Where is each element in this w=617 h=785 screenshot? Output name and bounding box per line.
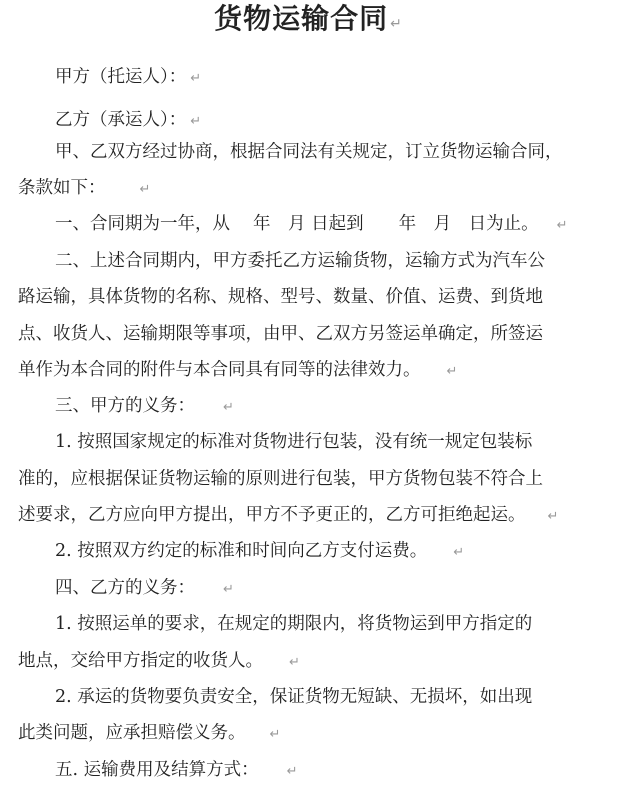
paragraph-mark-icon: ↵: [289, 655, 300, 670]
clause-3-item-2: [55, 540, 464, 564]
paragraph-mark-icon: ↵: [190, 114, 202, 129]
clause-2-line-1: [55, 250, 545, 272]
title-text: 货物运输合同: [214, 2, 389, 35]
line-text: 2. 按照双方约定的标准和时间向乙方支付运费。: [55, 541, 428, 561]
clause-3-item-1-line-2: [18, 468, 543, 490]
clause-4-heading: [55, 577, 234, 601]
paragraph-mark-icon: ↵: [190, 71, 202, 86]
party-b-line: [55, 109, 201, 133]
clause-3-item-1-line-1: [55, 431, 532, 453]
paragraph-mark-icon: ↵: [390, 16, 403, 32]
line-text: 点、收货人、运输期限等事项，由甲、乙双方另签运单确定，所签运: [18, 324, 543, 344]
paragraph-mark-icon: ↵: [286, 764, 298, 779]
clause-4-item-1-line-1: [55, 613, 532, 635]
line-text: 路运输，具体货物的名称、规格、型号、数量、价值、运费、到货地: [18, 287, 543, 307]
preamble-line-1: [55, 141, 563, 163]
line-text: 准的，应根据保证货物运输的原则进行包装，甲方货物包装不符合上: [18, 469, 543, 489]
line-text: 二、上述合同期内，甲方委托乙方运输货物，运输方式为汽车公: [55, 251, 545, 271]
document-title: [0, 0, 617, 38]
clause-5-heading: [55, 759, 298, 783]
line-text: 述要求，乙方应向甲方提出，甲方不予更正的，乙方可拒绝起运。: [18, 505, 526, 525]
line-text: 甲方（托运人）：: [55, 67, 187, 87]
paragraph-mark-icon: ↵: [556, 218, 568, 233]
line-text: 条款如下：: [18, 178, 106, 198]
clause-1-line: [55, 213, 568, 237]
paragraph-mark-icon: ↵: [223, 400, 234, 415]
party-a-line: [55, 66, 201, 90]
clause-4-item-1-line-2: [18, 650, 300, 674]
clause-4-item-2-line-1: [55, 686, 532, 708]
paragraph-mark-icon: ↵: [269, 727, 281, 742]
preamble-line-2: [18, 177, 150, 201]
clause-2-line-3: [18, 323, 543, 345]
line-text: 五. 运输费用及结算方式：: [55, 760, 259, 780]
line-text: 地点，交给甲方指定的收货人。: [18, 651, 263, 671]
line-text: 2. 承运的货物要负责安全，保证货物无短缺、无损坏，如出现: [55, 687, 533, 707]
line-text: 乙方（承运人）：: [55, 110, 187, 130]
clause-4-item-2-line-2: [18, 722, 280, 746]
clause-2-line-2: [18, 286, 543, 308]
paragraph-mark-icon: ↵: [139, 182, 151, 197]
paragraph-mark-icon: ↵: [446, 364, 458, 379]
clause-3-item-1-line-3: [18, 504, 558, 528]
line-text: 此类问题，应承担赔偿义务。: [18, 723, 246, 743]
line-text: 三、甲方的义务：: [55, 396, 195, 416]
clause-3-heading: [55, 395, 234, 419]
line-text: 1. 按照运单的要求，在规定的期限内，将货物运到甲方指定的: [55, 614, 533, 634]
paragraph-mark-icon: ↵: [223, 582, 234, 597]
line-text: 四、乙方的义务：: [55, 578, 195, 598]
paragraph-mark-icon: ↵: [453, 545, 465, 560]
line-text: 1. 按照国家规定的标准对货物进行包装，没有统一规定包装标: [55, 432, 533, 452]
line-text: 甲、乙双方经过协商，根据合同法有关规定，订立货物运输合同，: [55, 142, 563, 162]
line-text: 单作为本合同的附件与本合同具有同等的法律效力。: [18, 360, 421, 380]
line-text: 一、合同期为一年，从 年 月 日起到 年 月 日为止。: [55, 214, 539, 234]
paragraph-mark-icon: ↵: [547, 509, 559, 524]
clause-2-line-4: [18, 359, 457, 383]
